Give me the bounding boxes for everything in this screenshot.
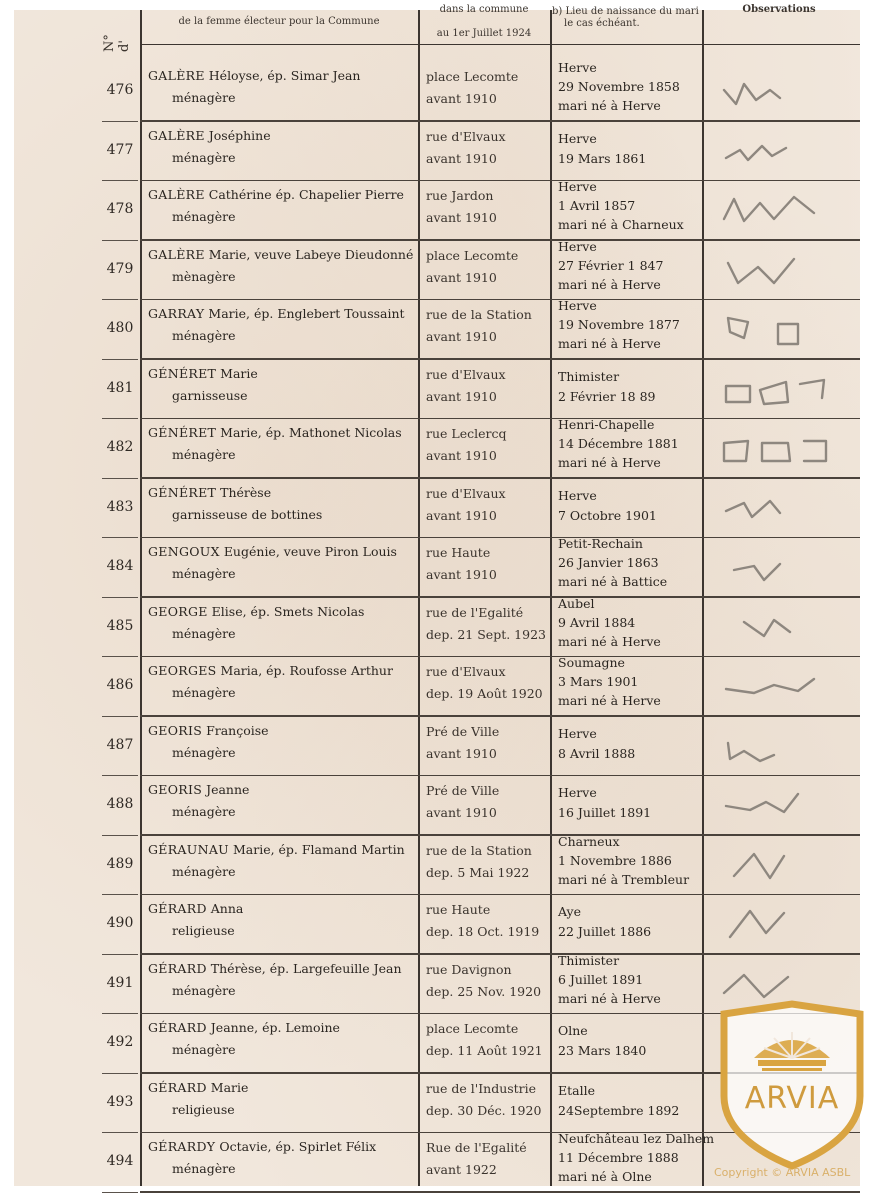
pencil-mark-icon [714, 844, 854, 886]
entry-birthdate: 11 Décembre 1888 [558, 1150, 679, 1165]
entry-birthdate: 1 Novembre 1886 [558, 852, 672, 868]
entry-birthplace: Aubel [558, 595, 595, 611]
entry-husband-birthplace: mari né à Herve [558, 276, 661, 292]
entry-birthdate: 19 Novembre 1877 [558, 317, 680, 332]
entry-occupation: mènagère [172, 268, 236, 284]
entry-given-name: Jeanne, ép. Lemoine [210, 1020, 340, 1035]
entry-birthdate: 27 Février 1 847 [558, 257, 664, 273]
entry-surname: GEORIS [148, 722, 203, 738]
entry-address: rue de la Station [426, 307, 532, 322]
entry-birthdate: 1 Avril 1857 [558, 198, 636, 213]
table-row [14, 538, 860, 598]
entry-address: rue Jardon [426, 188, 494, 203]
entry-birthdate: 9 Avril 1884 [558, 614, 636, 630]
table-row [14, 122, 860, 182]
entry-birthplace: Thimister [558, 368, 620, 384]
table-row [14, 181, 860, 241]
entry-number: 481 [106, 379, 134, 396]
entry-number: 476 [106, 82, 134, 98]
entry-address: Rue de l'Egalité [426, 1140, 527, 1155]
entry-number: 491 [106, 974, 134, 991]
table-row [14, 419, 860, 479]
entry-husband-birthplace: mari né à Herve [558, 693, 661, 708]
entry-address: rue Haute [426, 902, 491, 917]
entry-number: 483 [106, 498, 134, 515]
entry-occupation: garnisseuse [172, 387, 248, 403]
entry-number: 486 [106, 677, 134, 693]
entry-occupation: ménagère [172, 744, 236, 760]
entry-occupation: ménagère [172, 625, 236, 641]
entry-residence-since: avant 1910 [426, 91, 497, 106]
entry-surname: GALÈRE [148, 246, 205, 262]
entry-address: place Lecomte [426, 247, 519, 263]
entry-name [148, 1020, 418, 1035]
entry-number: 477 [106, 141, 134, 158]
entry-occupation: religieuse [172, 1101, 235, 1117]
entry-occupation: ménagère [172, 209, 236, 224]
entry-birthdate: 19 Mars 1861 [558, 150, 647, 166]
pencil-mark-icon [714, 130, 854, 172]
pencil-mark-icon [714, 249, 854, 291]
pencil-mark-icon [714, 427, 854, 469]
entry-birthplace: Herve [558, 60, 597, 75]
entry-birthplace: Herve [558, 130, 597, 146]
table-row [14, 300, 860, 360]
table-row [14, 717, 860, 777]
entry-residence-since: dep. 11 Août 1921 [426, 1043, 543, 1058]
entry-occupation: ménagère [172, 863, 236, 879]
entry-address: rue Haute [426, 545, 491, 560]
entry-birthdate: 16 Juillet 1891 [558, 805, 652, 820]
entry-surname: GÉRARDY [148, 1139, 216, 1154]
entry-birthplace: Herve [558, 179, 597, 194]
entry-birthdate: 22 Juillet 1886 [558, 924, 652, 939]
entry-occupation: ménagère [172, 328, 236, 343]
entry-name [148, 247, 418, 262]
entry-number: 492 [106, 1034, 134, 1050]
entry-residence-since: dep. 18 Oct. 1919 [426, 924, 540, 939]
entry-address: rue d'Elvaux [426, 485, 506, 501]
entry-name [148, 782, 418, 797]
entry-surname: GÉRARD [148, 1020, 207, 1035]
entry-birthdate: 14 Décembre 1881 [558, 436, 679, 451]
entry-occupation: ménagère [172, 804, 236, 819]
entry-number: 482 [106, 439, 134, 455]
entry-husband-birthplace: mari né à Herve [558, 336, 661, 351]
entry-husband-birthplace: mari né à Battice [558, 574, 668, 589]
pencil-mark-icon [714, 784, 854, 826]
pencil-mark-icon [714, 725, 854, 767]
entry-address: rue d'Elvaux [426, 128, 506, 144]
pencil-mark-icon [714, 70, 854, 112]
table-row [14, 360, 860, 420]
entry-given-name: Elise, ép. Smets Nicolas [211, 603, 365, 619]
entry-name [148, 187, 418, 202]
entry-surname: GÉRARD [148, 901, 207, 916]
pencil-mark-icon [714, 606, 854, 648]
entry-occupation: ménagère [172, 566, 236, 581]
entry-address: rue Davignon [426, 961, 512, 977]
entry-birthplace: Herve [558, 725, 597, 741]
entry-residence-since: avant 1910 [426, 388, 497, 404]
entry-surname: GÉRARD [148, 960, 207, 976]
entry-birthplace: Neufchâteau lez Dalhem [558, 1131, 715, 1146]
entry-name [148, 961, 418, 976]
entry-surname: GEORGES [148, 663, 217, 678]
entry-residence-since: avant 1910 [426, 329, 497, 344]
pencil-mark-icon [714, 487, 854, 529]
entry-birthdate: 29 Novembre 1858 [558, 79, 680, 94]
entry-given-name: Marie, ép. Englebert Toussaint [208, 306, 405, 321]
entry-birthdate: 8 Avril 1888 [558, 745, 636, 761]
entry-surname: GÉNÉRET [148, 365, 217, 381]
entry-address: rue d'Elvaux [426, 664, 506, 679]
entry-residence-since: avant 1910 [426, 448, 497, 463]
entry-given-name: Joséphine [208, 127, 271, 143]
entry-address: Pré de Ville [426, 783, 500, 798]
header-name: de la femme électeur pour la Commune [178, 16, 380, 27]
entry-given-name: Marie, ép. Mathonet Nicolas [220, 425, 402, 440]
entry-birthplace: Thimister [558, 952, 620, 968]
entry-occupation: ménagère [172, 447, 236, 462]
row-tick [102, 1192, 138, 1193]
entry-birthdate: 26 Janvier 1863 [558, 555, 659, 570]
entry-birthplace: Charneux [558, 833, 620, 849]
seal-text: ARVIA [744, 1081, 840, 1116]
entry-husband-birthplace: mari né à Herve [558, 98, 661, 113]
entry-surname: GÉNÉRET [148, 425, 217, 440]
entry-name [148, 604, 418, 619]
entry-name [148, 544, 418, 559]
entry-number: 485 [106, 617, 134, 634]
entry-address: rue de la Station [426, 842, 532, 858]
entry-given-name: Marie, veuve Labeye Dieudonné [208, 246, 414, 262]
entry-name [148, 842, 418, 857]
entry-residence-since: avant 1910 [426, 805, 497, 820]
entry-birthplace: Olne [558, 1023, 588, 1038]
entry-surname: GARRAY [148, 306, 205, 321]
pencil-mark-icon [714, 665, 854, 707]
pencil-mark-icon [714, 189, 854, 231]
entry-given-name: Marie, ép. Flamand Martin [232, 841, 405, 857]
copyright-text: Copyright © ARVIA ASBL [714, 1166, 851, 1179]
entry-husband-birthplace: mari né à Herve [558, 455, 661, 470]
entry-name [148, 306, 418, 321]
entry-birthdate: 3 Mars 1901 [558, 674, 639, 689]
entry-surname: GALÈRE [148, 68, 205, 83]
entry-birthplace: Herve [558, 785, 597, 800]
entry-given-name: Marie [210, 1079, 249, 1095]
header-residence: dans la commune au 1er Juillet 1924 [436, 4, 532, 39]
entry-birthplace: Herve [558, 298, 597, 313]
entry-residence-since: avant 1910 [426, 507, 497, 523]
entry-surname: GÉRARD [148, 1079, 207, 1095]
entry-birthplace: Herve [558, 487, 597, 503]
row-separator [140, 1191, 860, 1192]
entry-husband-birthplace: mari né à Trembleur [558, 871, 690, 887]
entry-number: 494 [106, 1153, 134, 1169]
pencil-mark-icon [714, 368, 854, 410]
entry-address: place Lecomte [426, 69, 519, 84]
entry-birthdate: 23 Mars 1840 [558, 1043, 647, 1058]
table-row [14, 895, 860, 955]
header-number: N° d' [102, 34, 132, 52]
entry-husband-birthplace: mari né à Olne [558, 1169, 652, 1184]
entry-given-name: Marie [220, 365, 258, 381]
entry-name [148, 1080, 418, 1095]
entry-name [148, 723, 418, 738]
entry-address: rue Leclercq [426, 426, 507, 441]
entry-given-name: Cathérine ép. Chapelier Pierre [208, 187, 404, 202]
entry-occupation: ménagère [172, 1161, 236, 1176]
table-row [14, 238, 860, 301]
entry-surname: GALÈRE [148, 127, 205, 143]
header-observations: Observations [742, 4, 816, 15]
entry-number: 490 [106, 915, 134, 931]
entry-name [148, 68, 418, 83]
table-row [14, 657, 860, 717]
entry-birthdate: 2 Février 18 89 [558, 388, 656, 404]
entry-birthplace: Soumagne [558, 655, 625, 670]
entry-residence-since: avant 1910 [426, 567, 497, 582]
entry-occupation: ménagère [172, 982, 236, 998]
entry-occupation: ménagère [172, 90, 236, 105]
table-row [14, 595, 860, 658]
header-separator [140, 44, 860, 45]
entry-number: 489 [106, 855, 134, 872]
entry-birthplace: Etalle [558, 1082, 595, 1098]
entry-surname: GÉRAUNAU [148, 841, 229, 857]
table-row [14, 833, 860, 896]
entry-address: rue de l'Egalité [426, 604, 524, 620]
header-birthplace: b) Lieu de naissance du mari le cas échéant. [552, 6, 699, 29]
entry-name [148, 425, 418, 440]
entry-residence-since: dep. 25 Nov. 1920 [426, 983, 542, 999]
entry-number: 478 [106, 201, 134, 217]
entry-address: rue de l'Industrie [426, 1080, 537, 1096]
entry-number: 480 [106, 320, 134, 336]
entry-given-name: Maria, ép. Roufosse Arthur [220, 663, 393, 678]
entry-occupation: garnisseuse de bottines [172, 506, 323, 522]
entry-address: rue d'Elvaux [426, 366, 506, 382]
pencil-mark-icon [714, 546, 854, 588]
entry-given-name: Héloyse, ép. Simar Jean [208, 68, 361, 83]
entry-birthplace: Aye [558, 904, 581, 919]
entry-residence-since: dep. 5 Mai 1922 [426, 864, 530, 880]
entry-given-name: Eugénie, veuve Piron Louis [223, 544, 397, 559]
entry-birthdate: 6 Juillet 1891 [558, 971, 644, 987]
entry-birthdate: 24Septembre 1892 [558, 1102, 680, 1118]
arvia-seal-icon [714, 1000, 870, 1170]
entry-name [148, 366, 418, 381]
table-row [14, 62, 860, 122]
entry-occupation: religieuse [172, 923, 235, 938]
entry-name [148, 663, 418, 678]
entry-name [148, 901, 418, 916]
entry-residence-since: dep. 21 Sept. 1923 [426, 626, 546, 642]
pencil-mark-icon [714, 963, 854, 1005]
entry-residence-since: avant 1910 [426, 210, 497, 225]
entry-occupation: ménagère [172, 149, 236, 165]
entry-surname: GEORGE [148, 603, 208, 619]
entry-name [148, 485, 418, 500]
entry-surname: GENGOUX [148, 544, 220, 559]
entry-number: 479 [106, 260, 134, 277]
entry-number: 488 [106, 796, 134, 812]
entry-surname: GALÈRE [148, 187, 205, 202]
entry-address: place Lecomte [426, 1021, 519, 1036]
entry-residence-since: dep. 30 Déc. 1920 [426, 1102, 542, 1118]
entry-residence-since: avant 1922 [426, 1162, 497, 1177]
entry-husband-birthplace: mari né à Herve [558, 990, 661, 1006]
entry-residence-since: avant 1910 [426, 150, 497, 166]
entry-name [148, 1139, 418, 1154]
entry-occupation: ménagère [172, 1042, 236, 1057]
entry-address: Pré de Ville [426, 723, 500, 739]
entry-residence-since: avant 1910 [426, 269, 497, 285]
entry-birthplace: Herve [558, 238, 597, 254]
entry-number: 487 [106, 736, 134, 753]
entry-given-name: Octavie, ép. Spirlet Félix [219, 1139, 377, 1154]
entry-residence-since: dep. 19 Août 1920 [426, 686, 543, 701]
table-row [14, 776, 860, 836]
entry-number: 493 [106, 1093, 134, 1110]
table-row [14, 479, 860, 539]
entry-occupation: ménagère [172, 685, 236, 700]
entry-birthplace: Henri-Chapelle [558, 417, 655, 432]
entry-husband-birthplace: mari né à Herve [558, 633, 661, 649]
entry-given-name: Françoise [206, 722, 269, 738]
entry-name [148, 128, 418, 143]
pencil-mark-icon [714, 308, 854, 350]
entry-residence-since: avant 1910 [426, 745, 497, 761]
pencil-mark-icon [714, 903, 854, 945]
entry-given-name: Anna [210, 901, 244, 916]
entry-surname: GEORIS [148, 782, 203, 797]
entry-husband-birthplace: mari né à Charneux [558, 217, 684, 232]
entry-surname: GÉNÉRET [148, 484, 217, 500]
entry-given-name: Jeanne [206, 782, 250, 797]
entry-birthplace: Petit-Rechain [558, 536, 643, 551]
register-page [14, 4, 860, 1186]
entry-given-name: Thérèse [220, 484, 272, 500]
entry-given-name: Thérèse, ép. Largefeuille Jean [210, 960, 402, 976]
entry-number: 484 [106, 558, 134, 574]
entry-birthdate: 7 Octobre 1901 [558, 507, 657, 523]
